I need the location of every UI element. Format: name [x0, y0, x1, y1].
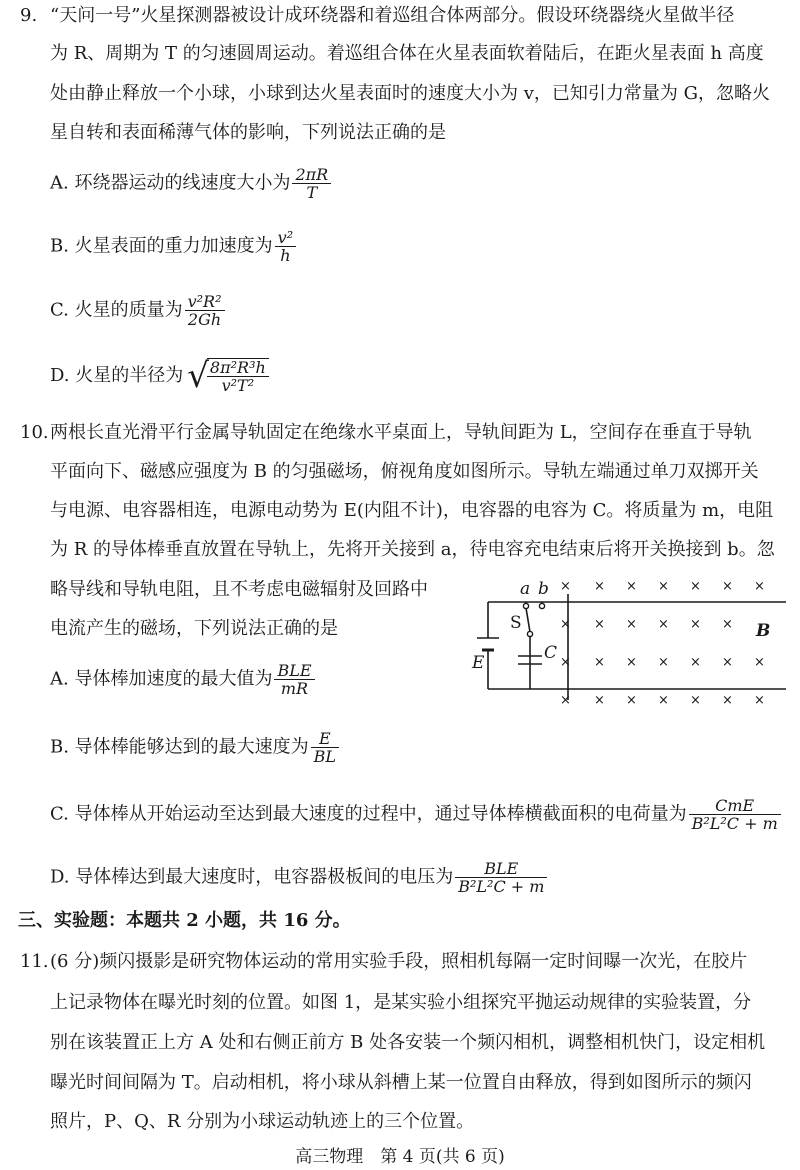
q10-line-5: 略导线和导轨电阻，且不考虑电磁辐射及回路中	[50, 579, 428, 600]
q9-option-c-text: C. 火星的质量为	[50, 299, 183, 321]
fraction-denominator: BL	[313, 747, 337, 766]
section-3-heading: 三、实验题：本题共 2 小题，共 16 分。	[18, 910, 351, 931]
q9-option-a-fraction	[292, 166, 331, 201]
q10-option-a	[50, 662, 317, 697]
fraction-denominator: T	[306, 183, 318, 202]
q11-line-2: 上记录物体在曝光时刻的位置。如图 1，是某实验小组探究平抛运动规律的实验装置，分	[50, 992, 752, 1013]
field-cross-mark: ×	[722, 693, 733, 708]
q10-option-d-text: D. 导体棒达到最大速度时，电容器极板间的电压为	[50, 866, 454, 888]
fraction-numerator: v²R²	[185, 293, 225, 311]
q9-option-a	[50, 166, 333, 201]
terminal-a	[523, 603, 528, 608]
q10-option-b-text: B. 导体棒能够达到的最大速度为	[50, 736, 309, 758]
fraction-numerator: CmE	[689, 797, 781, 815]
q10-option-a-fraction	[274, 662, 314, 697]
field-cross-mark: ×	[690, 579, 701, 594]
q9-option-d	[50, 358, 271, 394]
fraction-numerator: 2πR	[292, 166, 331, 184]
q9-option-b-fraction	[275, 229, 296, 264]
fraction-denominator: B²L²C + m	[691, 814, 778, 833]
q10-option-d-fraction	[455, 860, 547, 895]
label-b: b	[538, 579, 549, 599]
field-cross-mark: ×	[594, 693, 605, 708]
field-cross-mark: ×	[690, 693, 701, 708]
field-cross-mark: ×	[594, 655, 605, 670]
field-cross-mark: ×	[754, 579, 765, 594]
q9-number: 9.	[20, 5, 38, 26]
q10-option-d	[50, 860, 549, 895]
field-cross-mark: ×	[594, 617, 605, 632]
field-cross-mark: ×	[560, 579, 571, 594]
q11-line-4: 曝光时间间隔为 T。启动相机，将小球从斜槽上某一位置自由释放，得到如图所示的频闪	[50, 1072, 752, 1093]
q9-line-3: 处由静止释放一个小球，小球到达火星表面时的速度大小为 v，已知引力常量为 G，忽略火	[50, 83, 770, 104]
q10-line-3: 与电源、电容器相连，电源电动势为 E(内阻不计)，电容器的电容为 C。将质量为 m，电阻	[50, 500, 774, 521]
q9-option-d-sqrt	[187, 358, 271, 394]
field-cross-mark: ×	[658, 693, 669, 708]
q9-option-b-text: B. 火星表面的重力加速度为	[50, 235, 273, 257]
circuit-field-diagram	[468, 576, 786, 712]
q10-option-c	[50, 797, 783, 832]
field-cross-mark: ×	[690, 617, 701, 632]
page-footer: 高三物理 第 4 页(共 6 页)	[295, 1147, 505, 1167]
q10-line-4: 为 R 的导体棒垂直放置在导轨上，先将开关接到 a，待电容充电结束后将开关换接到 b。忽	[50, 539, 775, 560]
switch-pivot	[527, 631, 532, 636]
fraction-denominator: mR	[280, 679, 309, 698]
q11-line-1: (6 分)频闪摄影是研究物体运动的常用实验手段，照相机每隔一定时间曝一次光，在胶片	[50, 951, 748, 972]
fraction-denominator: 2Gh	[187, 310, 222, 329]
q10-option-b-fraction	[311, 730, 339, 765]
label-e: E	[472, 653, 485, 673]
field-cross-mark: ×	[560, 693, 571, 708]
q10-option-a-text: A. 导体棒加速度的最大值为	[50, 668, 273, 690]
field-cross-mark: ×	[754, 655, 765, 670]
q10-option-c-text: C. 导体棒从开始运动至达到最大速度的过程中，通过导体棒横截面积的电荷量为	[50, 803, 687, 825]
label-a: a	[520, 579, 531, 599]
fraction-denominator: B²L²C + m	[458, 877, 545, 896]
q9-option-c	[50, 293, 227, 328]
q10-option-b	[50, 730, 341, 765]
q9-option-c-fraction	[185, 293, 225, 328]
field-cross-mark: ×	[722, 655, 733, 670]
q9-line-4: 星自转和表面稀薄气体的影响，下列说法正确的是	[50, 122, 446, 143]
fraction-numerator: BLE	[455, 860, 547, 878]
q10-number: 10.	[20, 422, 49, 443]
field-cross-mark: ×	[722, 617, 733, 632]
label-c: C	[544, 643, 558, 663]
fraction-numerator: E	[311, 730, 339, 748]
field-cross-mark: ×	[626, 579, 637, 594]
q10-line-6: 电流产生的磁场，下列说法正确的是	[50, 618, 338, 639]
label-field-b: B	[756, 621, 771, 641]
field-cross-mark: ×	[594, 579, 605, 594]
switch-blade	[526, 608, 530, 632]
q10-line-2: 平面向下、磁感应强度为 B 的匀强磁场，俯视角度如图所示。导轨左端通过单刀双掷开关	[50, 461, 759, 482]
q11-line-5: 照片，P、Q、R 分别为小球运动轨迹上的三个位置。	[50, 1111, 475, 1132]
q11-number: 11.	[20, 951, 49, 972]
q9-option-a-text: A. 环绕器运动的线速度大小为	[50, 172, 291, 194]
label-s: S	[510, 613, 522, 633]
q9-option-b	[50, 229, 298, 264]
field-cross-mark: ×	[626, 617, 637, 632]
terminal-b	[539, 603, 544, 608]
q9-line-2: 为 R、周期为 T 的匀速圆周运动。着巡组合体在火星表面软着陆后，在距火星表面 h 高度	[50, 43, 764, 64]
fraction-numerator: v²	[275, 229, 296, 247]
q9-option-d-fraction	[207, 358, 269, 394]
q10-line-1: 两根长直光滑平行金属导轨固定在绝缘水平桌面上，导轨间距为 L，空间存在垂直于导轨	[50, 422, 752, 443]
field-cross-mark: ×	[560, 655, 571, 670]
radical-sign: √	[187, 356, 209, 396]
field-cross-mark: ×	[658, 655, 669, 670]
fraction-numerator: 8π²R³h	[207, 359, 269, 377]
fraction-denominator: v²T²	[221, 376, 255, 395]
fraction-denominator: h	[280, 246, 291, 265]
field-cross-mark: ×	[560, 617, 571, 632]
field-cross-mark: ×	[658, 617, 669, 632]
q9-line-1: “天问一号”火星探测器被设计成环绕器和着巡组合体两部分。假设环绕器绕火星做半径	[50, 5, 735, 26]
field-cross-mark: ×	[626, 693, 637, 708]
q10-option-c-fraction	[689, 797, 781, 832]
q11-line-3: 别在该装置正上方 A 处和右侧正前方 B 处各安装一个频闪相机，调整相机快门，设定相机	[50, 1032, 766, 1053]
q9-option-d-text: D. 火星的半径为	[50, 365, 184, 386]
field-cross-mark: ×	[722, 579, 733, 594]
field-cross-mark: ×	[626, 655, 637, 670]
field-cross-mark: ×	[690, 655, 701, 670]
field-cross-mark: ×	[658, 579, 669, 594]
fraction-numerator: BLE	[274, 662, 314, 680]
field-cross-mark: ×	[754, 693, 765, 708]
